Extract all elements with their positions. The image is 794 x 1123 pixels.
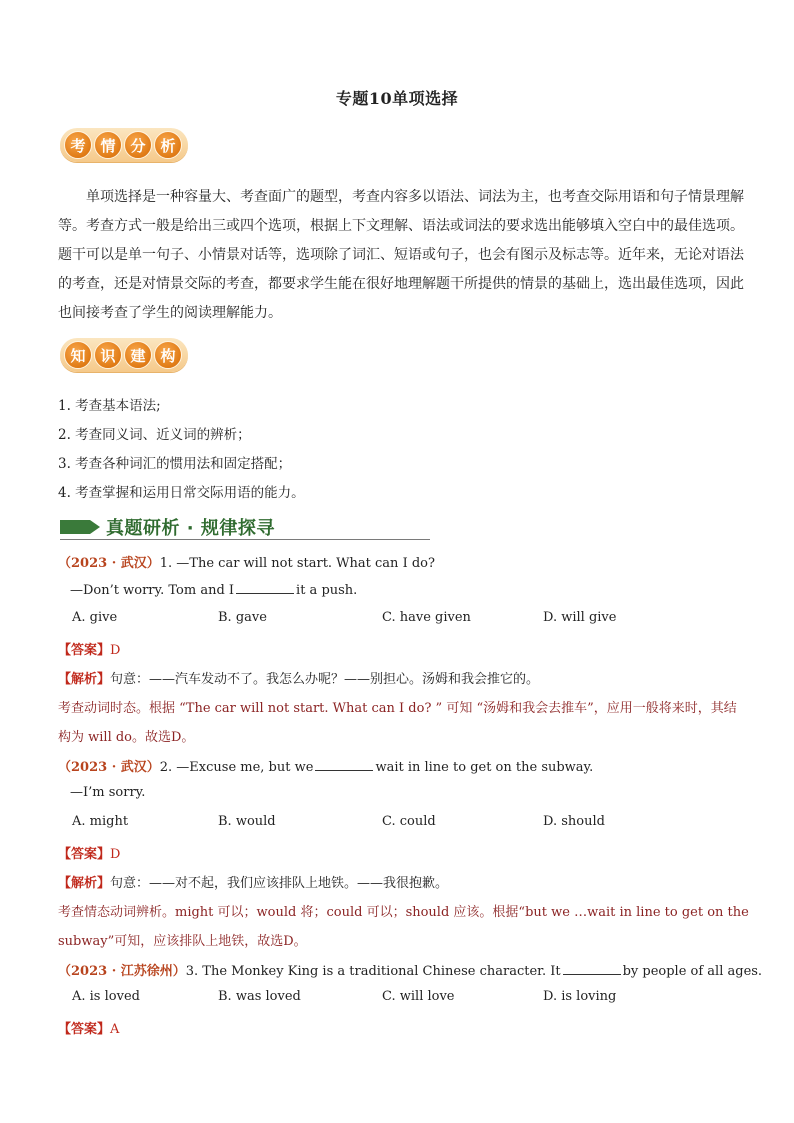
badge-char: 情 xyxy=(94,131,122,159)
section-arrow xyxy=(90,520,100,534)
section-underline xyxy=(60,539,430,540)
badge-char: 分 xyxy=(124,131,152,159)
explanation-line: 考查情态动词辨析。might 可以；would 将；could 可以；should 应该。根据“but we …wait in line to get on the xyxy=(58,905,749,920)
option-b: B. would xyxy=(218,814,276,829)
section-heading-bar xyxy=(60,514,430,540)
question-1-line2 xyxy=(70,581,357,598)
analysis-row xyxy=(58,668,539,687)
dialogue-text: it a push. xyxy=(296,583,358,598)
answer-value: D xyxy=(110,643,121,658)
answer-blank xyxy=(315,758,373,771)
question-2-stem xyxy=(58,756,593,775)
option-d: D. should xyxy=(543,814,605,829)
answer-label: 【答案】 xyxy=(58,643,111,658)
structure-badge xyxy=(60,338,188,372)
option-d: D. will give xyxy=(543,610,617,625)
explanation-line: 构为 will do。故选D。 xyxy=(58,730,195,745)
badge-char: 析 xyxy=(154,131,182,159)
question-text: 3. The Monkey King is a traditional Chinese character. It xyxy=(185,964,561,979)
question-1-stem xyxy=(58,552,435,571)
badge-char: 构 xyxy=(154,341,182,369)
option-b: B. was loved xyxy=(218,989,301,1004)
question-source: （2023 · 江苏徐州） xyxy=(58,964,186,979)
analysis-label: 【解析】 xyxy=(58,672,111,687)
explanation-line: subway”可知，应该排队上地铁，故选D。 xyxy=(58,934,307,949)
answer-value: A xyxy=(110,1022,120,1037)
answer-row xyxy=(58,639,120,658)
answer-label: 【答案】 xyxy=(58,847,111,862)
answer-blank xyxy=(236,581,294,594)
badge-char: 识 xyxy=(94,341,122,369)
analysis-text: 句意：——汽车发动不了。我怎么办呢？——别担心。汤姆和我会推它的。 xyxy=(110,672,540,687)
question-2-line2: —I’m sorry. xyxy=(70,785,146,800)
option-d: D. is loving xyxy=(543,989,617,1004)
question-text: 1. —The car will not start. What can I do? xyxy=(159,556,435,571)
intro-line: 单项选择是一种容量大、考查面广的题型，考查内容多以语法、词法为主，也考查交际用语和句子情景理解 xyxy=(86,189,744,205)
point-item: 4. 考查掌握和运用日常交际用语的能力。 xyxy=(58,485,305,501)
option-c: C. will love xyxy=(382,989,455,1004)
badge-char: 建 xyxy=(124,341,152,369)
explanation-line: 考查动词时态。根据 “The car will not start. What can I do? ” 可知 “汤姆和我会去推车”，应用一般将来时，其结 xyxy=(58,701,737,716)
option-c: C. have given xyxy=(382,610,471,625)
question-3-stem xyxy=(58,960,762,979)
answer-row xyxy=(58,1018,119,1037)
answer-value: D xyxy=(110,847,121,862)
option-c: C. could xyxy=(382,814,436,829)
intro-line: 也间接考查了学生的阅读理解能力。 xyxy=(58,305,282,321)
answer-row xyxy=(58,843,120,862)
analysis-text: 句意：——对不起，我们应该排队上地铁。——我很抱歉。 xyxy=(110,876,449,891)
point-item: 3. 考查各种词汇的惯用法和固定搭配； xyxy=(58,456,292,472)
question-text: by people of all ages. xyxy=(622,964,763,979)
analysis-row xyxy=(58,872,448,891)
page-title: 专题10单项选择 xyxy=(335,89,459,108)
badge-char: 考 xyxy=(64,131,92,159)
point-item: 2. 考查同义词、近义词的辨析； xyxy=(58,427,251,443)
analysis-label: 【解析】 xyxy=(58,876,111,891)
option-a: A. might xyxy=(72,814,129,829)
question-source: （2023 · 武汉） xyxy=(58,760,160,775)
section-marker xyxy=(60,520,90,534)
dialogue-text: —Don’t worry. Tom and I xyxy=(70,583,235,598)
intro-line: 题干可以是单一句子、小情景对话等，选项除了词汇、短语或句子，也会有图示及标志等。近年来，无论对语法 xyxy=(58,247,744,263)
point-item: 1. 考查基本语法; xyxy=(58,398,161,414)
answer-label: 【答案】 xyxy=(58,1022,111,1037)
section-heading: 真题研析 · 规律探寻 xyxy=(106,518,275,539)
intro-line: 的考查，还是对情景交际的考查，都要求学生能在很好地理解题干所提供的情景的基础上，选出最佳选项，因此 xyxy=(58,276,744,292)
question-text: wait in line to get on the subway. xyxy=(375,760,594,775)
badge-char: 知 xyxy=(64,341,92,369)
intro-line: 等。考查方式一般是给出三或四个选项，根据上下文理解、语法或词法的要求选出能够填入空白中的最佳选项。 xyxy=(58,218,744,234)
option-b: B. gave xyxy=(218,610,267,625)
option-a: A. give xyxy=(72,610,118,625)
question-text: 2. —Excuse me, but we xyxy=(159,760,314,775)
analysis-badge xyxy=(60,128,188,162)
option-a: A. is loved xyxy=(72,989,140,1004)
question-source: （2023 · 武汉） xyxy=(58,556,160,571)
answer-blank xyxy=(563,962,621,975)
